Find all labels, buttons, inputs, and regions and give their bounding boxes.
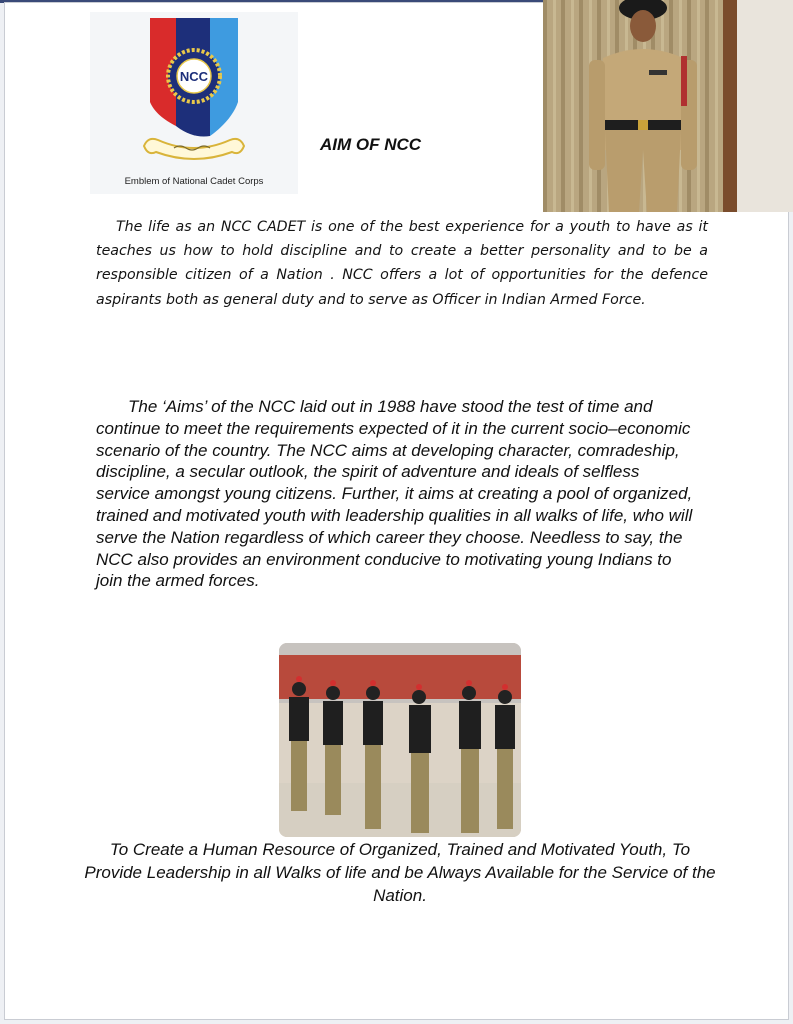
ncc-emblem-icon — [138, 14, 250, 174]
intro-paragraph: The life as an NCC CADET is one of the best experience for a youth to have as it teaches us how to hold discipline and to create a better personality and to be a responsible citizen of a Nation . NCC offers a lot of opportunities for the defence aspirants both as general duty and to serve as Officer in Indian Armed Force. — [96, 219, 708, 308]
emblem-caption: Emblem of National Cadet Corps — [124, 176, 264, 187]
cadet-portrait-photo — [543, 0, 793, 212]
aims-paragraph: The ‘Aims’ of the NCC laid out in 1988 have stood the test of time and continue to meet the requirements expected of it in the current socio–economic scenario of the country. The NCC aims at developing character, comradeship, discipline, a secular outlook, the spirit of adventure and ideals of selfless service amongst young citizens. Further, it aims at creating a pool of organized, trained and motivated youth with leadership qualities in all walks of life, who will serve the Nation regardless of which career they choose. Needless to say, the NCC also provides an environment conducive to motivating young Indians to join the armed forces. — [96, 397, 693, 591]
page-title: AIM OF NCC — [320, 135, 422, 154]
emblem-badge-text: NCC — [179, 69, 209, 84]
parade-photo — [279, 643, 521, 837]
ncc-emblem — [90, 12, 298, 194]
ncc-motto: To Create a Human Resource of Organized, Trained and Motivated Youth, To Provide Leadership in all Walks of life and be Always Available for the Service of the Nation. — [84, 840, 716, 905]
